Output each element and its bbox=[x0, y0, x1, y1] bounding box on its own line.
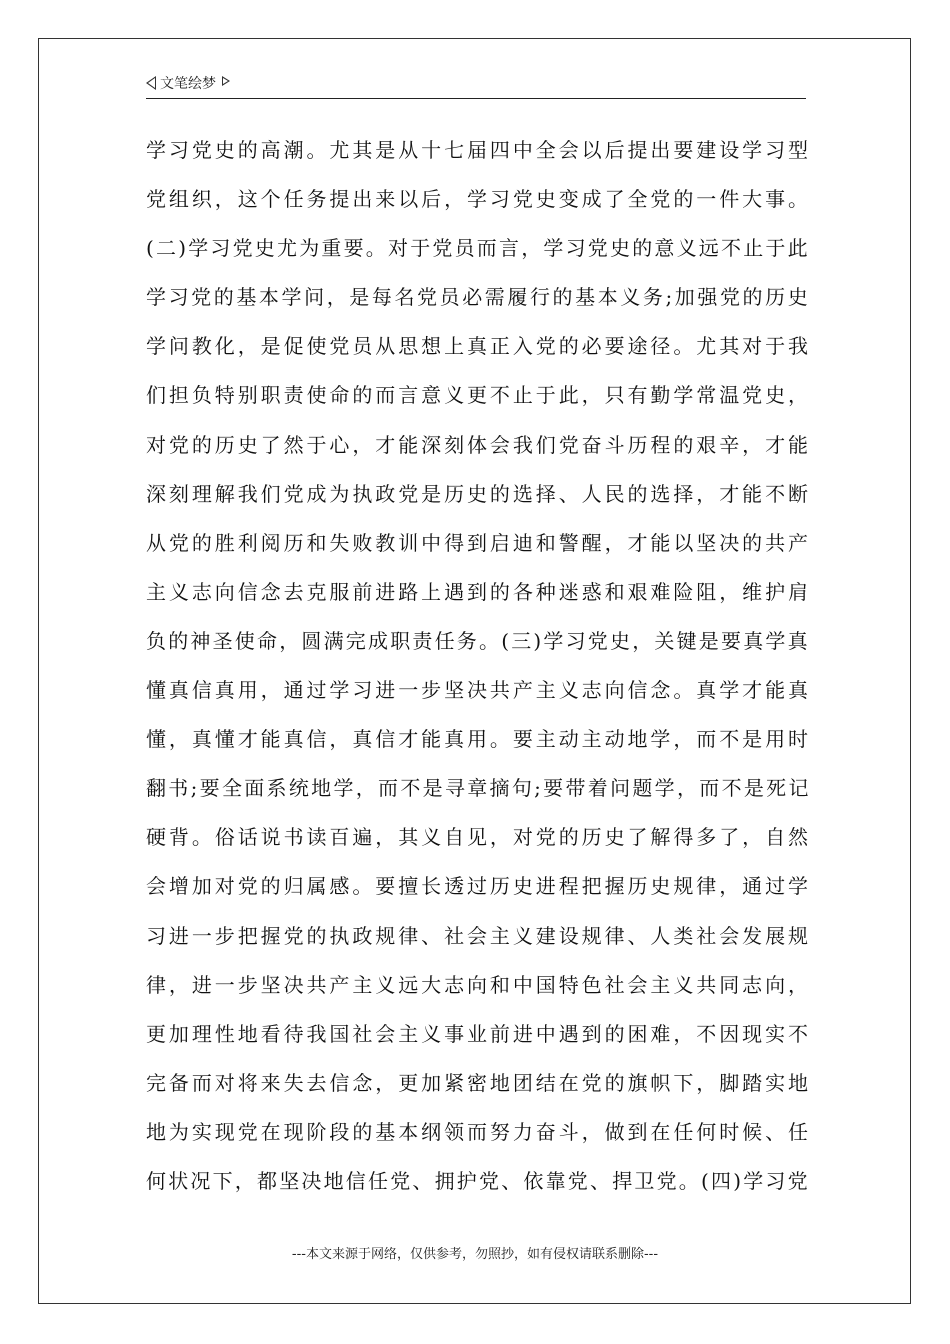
text-line: 从党的胜利阅历和失败教训中得到启迪和警醒，才能以坚决的共产 bbox=[146, 530, 811, 555]
text-line: 习进一步把握党的执政规律、社会主义建设规律、人类社会发展规 bbox=[146, 923, 811, 948]
text-line: 学问教化，是促使党员从思想上真正入党的必要途径。尤其对于我 bbox=[146, 334, 811, 359]
text-line: 完备而对将来失去信念，更加紧密地团结在党的旗帜下，脚踏实地 bbox=[146, 1070, 811, 1095]
triangle-right-icon bbox=[222, 76, 230, 86]
text-line: 负的神圣使命，圆满完成职责任务。(三)学习党史，关键是要真学真 bbox=[146, 628, 810, 653]
text-line: 们担负特别职责使命的而言意义更不止于此，只有勤学常温党史， bbox=[146, 383, 811, 408]
header-title: 文笔绘梦 bbox=[160, 76, 216, 92]
text-line: 深刻理解我们党成为执政党是历史的选择、人民的选择，才能不断 bbox=[146, 481, 811, 506]
triangle-left-icon bbox=[146, 76, 156, 90]
text-line: 律，进一步坚决共产主义远大志向和中国特色社会主义共同志向， bbox=[146, 972, 811, 997]
footer-disclaimer: ---本文来源于网络，仅供参考，勿照抄，如有侵权请联系删除--- bbox=[291, 1247, 659, 1262]
text-line: 懂真信真用，通过学习进一步坚决共产主义志向信念。真学才能真 bbox=[146, 678, 811, 703]
text-line: 地为实现党在现阶段的基本纲领而努力奋斗，做到在任何时候、任 bbox=[146, 1119, 811, 1144]
text-line: (二)学习党史尤为重要。对于党员而言，学习党史的意义远不止于此 bbox=[146, 236, 810, 261]
text-line: 何状况下，都坚决地信任党、拥护党、依靠党、捍卫党。(四)学习党 bbox=[146, 1168, 810, 1193]
text-line: 硬背。俗话说书读百遍，其义自见，对党的历史了解得多了，自然 bbox=[146, 825, 811, 850]
text-line: 学习党史的高潮。尤其是从十七届四中全会以后提出要建设学习型 bbox=[146, 138, 811, 162]
text-line: 会增加对党的归属感。要擅长透过历史进程把握历史规律，通过学 bbox=[146, 874, 811, 899]
header-divider bbox=[146, 98, 806, 99]
text-line: 懂，真懂才能真信，真信才能真用。要主动主动地学，而不是用时 bbox=[146, 727, 811, 752]
text-line: 党组织，这个任务提出来以后，学习党史变成了全党的一件大事。 bbox=[146, 187, 811, 212]
page-header bbox=[146, 74, 806, 98]
text-line: 主义志向信念去克服前进路上遇到的各种迷惑和艰难险阻，维护肩 bbox=[146, 579, 811, 604]
document-body bbox=[146, 126, 811, 1206]
text-line: 对党的历史了然于心，才能深刻体会我们党奋斗历程的艰辛，才能 bbox=[146, 432, 811, 457]
text-line: 更加理性地看待我国社会主义事业前进中遇到的困难，不因现实不 bbox=[146, 1021, 811, 1046]
text-line: 翻书;要全面系统地学，而不是寻章摘句;要带着问题学，而不是死记 bbox=[146, 776, 811, 801]
text-line: 学习党的基本学问，是每名党员必需履行的基本义务;加强党的历史 bbox=[146, 285, 811, 310]
